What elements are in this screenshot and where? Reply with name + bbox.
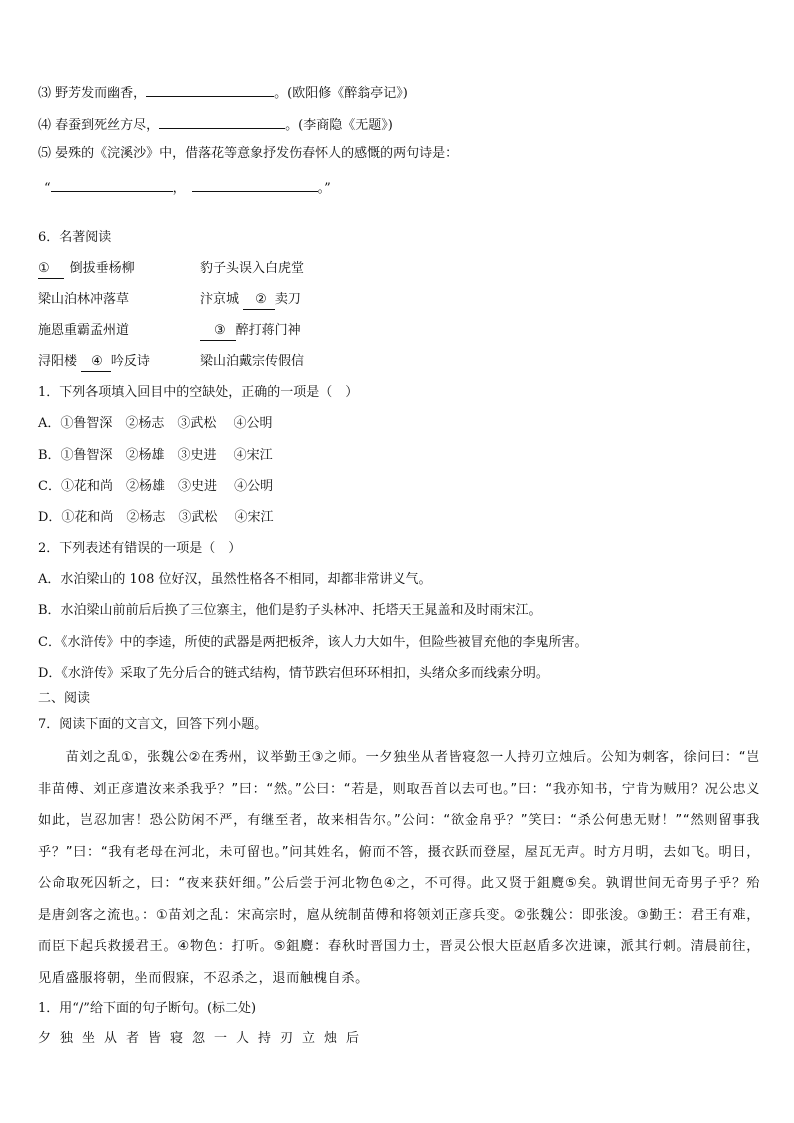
q4-answer-blank[interactable] [159,114,285,129]
q6-r4-a-mark: ④ [81,353,111,372]
q6-row-3 [38,322,301,340]
q6-sub1-option-a[interactable]: A．①鲁智深 ②杨志 ③武松 ④公明 [38,416,273,431]
q3-answer-blank[interactable] [146,82,274,97]
q5-answer-blank-2[interactable] [192,177,318,192]
q5-text: 晏殊的《浣溪沙》中，借落花等意象抒发伤春怀人的感慨的两句诗是： [55,146,459,161]
q7-sub1-sentence[interactable]: 夕独坐从者皆寝忽一人持刃立烛后 [38,1031,369,1046]
q6-sub1-question: 1．下列各项填入回目中的空缺处，正确的一项是（ ） [38,385,359,400]
q5-answer-blank-1[interactable] [51,177,173,192]
q6-r2-a: 梁山泊林冲落草 [38,292,130,307]
q6-sub2-option-c[interactable]: C．《水浒传》中的李逵，所使的武器是两把板斧，该人力大如牛，但险些被冒充他的李鬼所害。 [38,635,588,650]
q6-sub1-option-d[interactable]: D．①花和尚 ②杨志 ③武松 ④宋江 [38,510,274,525]
q5-comma: ， [172,181,186,196]
q6-sub1-option-b[interactable]: B．①鲁智深 ②杨雄 ③史进 ④宋江 [38,448,273,463]
q6-r4-a-pre: 浔阳楼 [38,354,78,369]
q5-close: 。” [317,181,331,196]
q6-row-2 [38,291,301,309]
q6-r4-b: 梁山泊戴宗传假信 [200,354,305,369]
q6-sub2-option-a[interactable]: A．水泊梁山的 108 位好汉，虽然性格各不相同，却都非常讲义气。 [38,572,432,587]
q7-title: 7．阅读下面的文言文，回答下列小题。 [38,717,268,732]
section-heading: 二、阅读 [38,691,91,706]
q6-sub2-question: 2．下列表述有错误的一项是（ ） [38,541,242,556]
q6-r2-b-mark: ② [243,291,275,310]
q6-row-4 [38,353,305,372]
q6-r1-b: 豹子头误入白虎堂 [200,261,305,276]
q6-sub1-option-c[interactable]: C．①花和尚 ②杨雄 ③史进 ④公明 [38,479,274,494]
q3-text: 野芳发而幽香， [55,86,147,101]
fill-in-q5-answer [44,177,331,198]
q6-row-1 [38,260,305,279]
q6-r3-b-mark: ③ [200,322,236,341]
q6-r1-mark: ① [38,260,64,279]
q6-r2-b-pre: 汴京城 [200,292,240,307]
q5-number: ⑸ [38,146,52,161]
q4-text: 春蚕到死丝方尽， [55,118,160,133]
q7-sub1-question: 1．用“/”给下面的句子断句。(标二处) [38,1001,257,1016]
q4-number: ⑷ [38,118,52,133]
q6-r3-a: 施恩重霸孟州道 [38,323,130,338]
q6-r3-b-post: 醉打蒋门神 [235,323,301,338]
q6-title: 6．名著阅读 [38,230,112,245]
q6-sub2-option-b[interactable]: B．水泊梁山前前后后换了三位寨主，他们是豹子头林冲、托塔天王晁盖和及时雨宋江。 [38,603,542,618]
q3-source: 。(欧阳修《醉翁亭记》) [274,86,408,101]
q6-r1-a: 倒拔垂杨柳 [69,261,135,276]
q6-sub2-option-d[interactable]: D．《水浒传》采取了先分后合的链式结构，情节跌宕但环环相扣，头绪众多而线索分明。 [38,666,549,681]
fill-in-q3 [38,82,408,103]
q5-open-quote: “ [44,181,51,196]
fill-in-q4 [38,114,393,135]
q4-source: 。(李商隐《无题》) [285,118,393,133]
q6-r4-a-post: 吟反诗 [110,354,150,369]
classical-passage: 苗刘之乱①，张魏公②在秀州，议举勤王③之师。一夕独坐从者皆寝忽一人持刃立烛后。公知为刺客，徐问曰：“岂非苗傅、刘正彦遣汝来杀我乎？”曰：“然。”公曰：“若是，则取吾首以去可也。”曰：“我亦知书，宁肯为贼用？况公忠义如此，岂忍加害！恐公防闲不严，有继至者，故来相告尔。”公问：“欲金帛乎？”笑曰：“杀公何患无财！”“然则留事我乎？”曰：“我有老母在河北，未可留也。”问其姓名，俯而不答，摄衣跃而登屋，屋瓦无声。时方月明，去如飞。明日，公命取死囚斩之，曰：“夜来获奸细。”公后尝于河北物色④之，不可得。此又贤于鉏麑⑤矣。孰谓世间无奇男子乎？殆是唐剑客之流也。：①苗刘之乱：宋高宗时，扈从统制苗傅和将领刘正彦兵变。②张魏公：即张浚。③勤王：君王有难，而臣下起兵救援君王。④物色：打听。⑤鉏麑：春秋时晋国力士，晋灵公恨大臣赵盾多次进谏，派其行刺。清晨前往，见盾盛服将朝，坐而假寐，不忍杀之，退而触槐自杀。 [38,750,760,986]
q6-r2-b-post: 卖刀 [274,292,301,307]
q3-number: ⑶ [38,86,52,101]
fill-in-q5 [38,145,458,163]
